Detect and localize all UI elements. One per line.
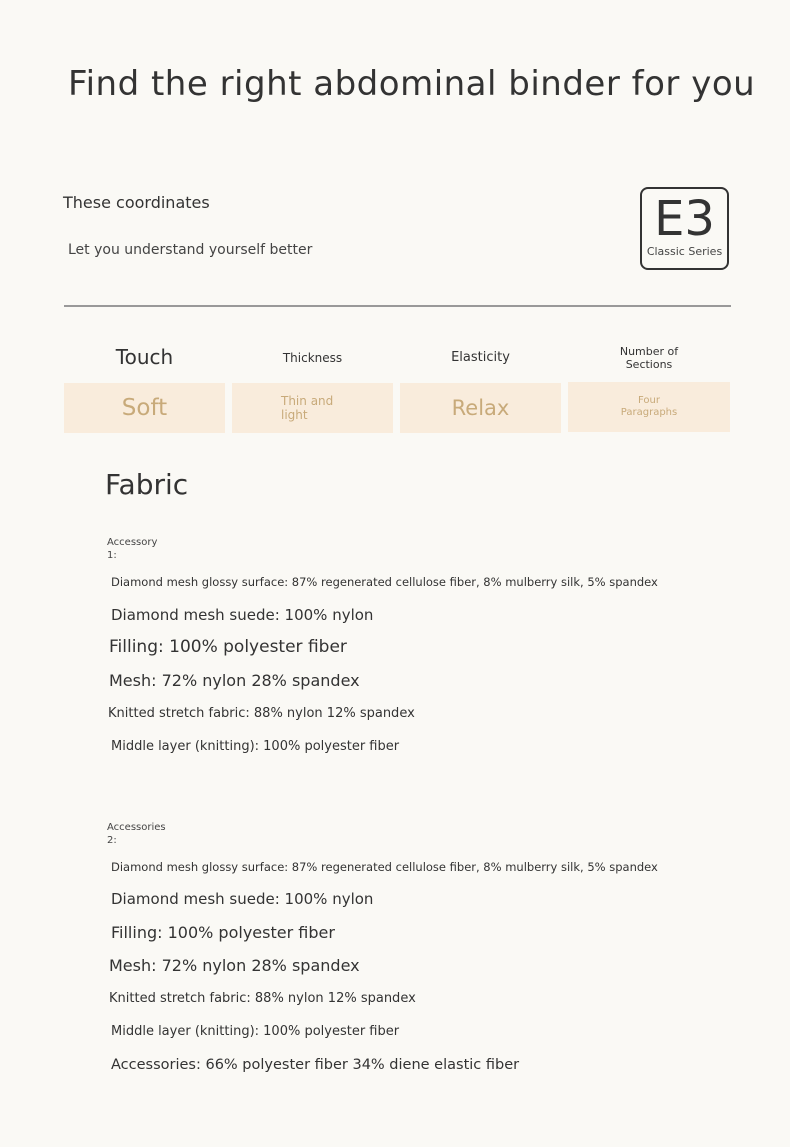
badge-series: Classic Series [646, 245, 723, 258]
list-item: Knitted stretch fabric: 88% nylon 12% spandex [109, 991, 416, 1006]
accessory-2-label: Accessories 2: [107, 822, 166, 846]
attr-thickness-value-text: Thin and light [281, 394, 334, 422]
attr-thickness-value [232, 383, 393, 433]
attr-elasticity-value: Relax [400, 383, 561, 433]
intro-subtitle: Let you understand yourself better [68, 242, 313, 258]
list-item: Accessories: 66% polyester fiber 34% diene elastic fiber [111, 1057, 520, 1073]
series-badge [640, 187, 729, 270]
list-item: Filling: 100% polyester fiber [109, 637, 347, 657]
attr-sections-value [568, 382, 730, 432]
fabric-heading: Fabric [105, 468, 189, 501]
list-item: Middle layer (knitting): 100% polyester fiber [111, 1024, 400, 1039]
attr-sections-label: Number of Sections [619, 345, 679, 371]
list-item: Mesh: 72% nylon 28% spandex [109, 671, 360, 690]
list-item: Diamond mesh glossy surface: 87% regenerated cellulose fiber, 8% mulberry silk, 5% spandex [111, 575, 658, 589]
list-item: Middle layer (knitting): 100% polyester fiber [111, 739, 400, 754]
list-item: Diamond mesh suede: 100% nylon [111, 606, 374, 624]
list-item: Mesh: 72% nylon 28% spandex [109, 956, 360, 975]
attr-touch-label: Touch [115, 345, 174, 369]
divider [64, 305, 731, 307]
list-item: Filling: 100% polyester fiber [111, 923, 335, 942]
attr-thickness-label: Thickness [282, 351, 343, 365]
list-item: Diamond mesh glossy surface: 87% regenerated cellulose fiber, 8% mulberry silk, 5% spandex [111, 860, 658, 874]
page-title: Find the right abdominal binder for you [68, 64, 756, 104]
list-item: Diamond mesh suede: 100% nylon [111, 890, 374, 908]
attr-touch-value: Soft [64, 383, 225, 433]
badge-code: E3 [654, 191, 715, 247]
list-item: Knitted stretch fabric: 88% nylon 12% spandex [108, 706, 415, 721]
attr-sections-value-text: Four Paragraphs [620, 395, 678, 418]
accessory-1-label: Accessory 1: [107, 537, 158, 561]
attr-elasticity-label: Elasticity [451, 350, 510, 365]
intro-coordinates: These coordinates [63, 193, 210, 212]
